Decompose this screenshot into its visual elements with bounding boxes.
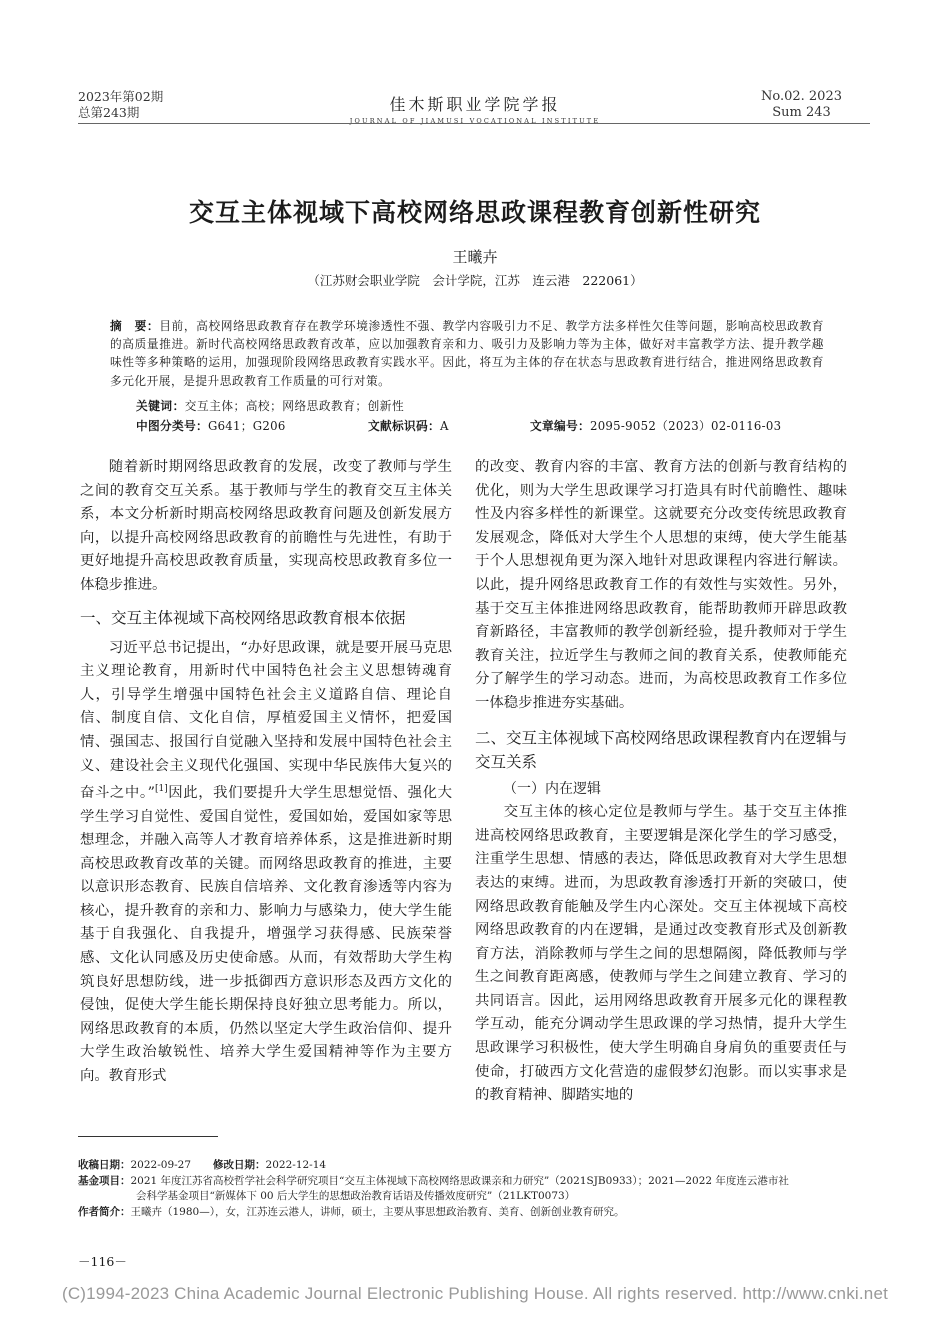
received-label: 收稿日期： (78, 1159, 131, 1171)
section-heading-1: 一、交互主体视域下高校网络思政教育根本依据 (80, 608, 406, 627)
received-date: 2022-09-27 (130, 1159, 192, 1171)
body-paragraph (80, 637, 452, 1089)
citation-ref[interactable]: [1] (154, 784, 168, 795)
quote-text: 习近平总书记提出，“办好思政课，就是要开展马克思主义理论教育，用新时代中国特色社会主义思想铸魂育人，引导学生增强中国特色社会主义道路自信、理论自信、制度自信、文化自信，厚植爱国主义情怀，把爱国情、强国志、报国行自觉融入坚持和发展中国特色社会主义、建设社会主义现代化强国、实现中华民族伟大复兴的奋斗之中。” (80, 639, 452, 801)
body-column-left (80, 456, 452, 1089)
copyright-watermark: (C)1994-2023 China Academic Journal Electronic Publishing House. All rights reserved. http://www.cnki.net (61, 1284, 889, 1303)
journal-name-en: JOURNAL OF JIAMUSI VOCATIONAL INSTITUTE (349, 117, 601, 125)
document-code (368, 418, 449, 434)
article-number-value: 2095-9052（2023）02-0116-03 (589, 419, 782, 433)
issue-number-en: No.02. 2023 (761, 89, 842, 104)
fund-label: 基金项目： (78, 1174, 131, 1187)
fund-line-cont: 会科学基金项目“新媒体下 00 后大学生的思想政治教育话语及传播效度研究”（21LKT0073） (136, 1190, 576, 1203)
body-paragraph-cont: 的改变、教育内容的丰富、教育方法的创新与教育结构的优化，则为大学生思政课学习打造具有时代前瞻性、趣味性及内容多样性的新课堂。这就要充分改变传统思政教育发展观念，降低对大学生个人思想的束缚，使大学生能基于个人思想视角更为深入地针对思政课程内容进行解读。以此，提升网络思政教育工作的有效性与实效性。另外，基于交互主体推进网络思政教育，能帮助教师开辟思政教育新路径，丰富教师的教学创新经验，提升教师对于学生教育关注，拉近学生与教师之间的教育关系，使教师能充分了解学生的学习动态。进而，为高校思政教育工作多位一体稳步推进夯实基础。 (475, 459, 847, 711)
keywords-text: 交互主体；高校；网络思政教育；创新性 (184, 399, 405, 413)
author-bio-label: 作者简介： (78, 1205, 131, 1218)
author-affiliation: （江苏财会职业学院 会计学院，江苏 连云港 222061） (307, 273, 643, 288)
doc-code-label: 文献标识码： (368, 419, 440, 433)
issue-info-right (761, 89, 842, 121)
issue-number: 2023年第02期 (78, 89, 164, 104)
body-column-right (475, 456, 847, 1108)
subsection-heading: （一）内在逻辑 (503, 780, 601, 797)
header-divider (78, 123, 870, 124)
fund-text-1: 2021 年度江苏省高校哲学社会科学研究项目“交互主体视域下高校网络思政课亲和力研究”（2021SJB0933）；2021—2022 年度连云港市社 (130, 1174, 789, 1187)
clc-value: G641；G206 (207, 419, 286, 433)
abstract (110, 317, 824, 390)
author-bio-text: 王曦卉（1980—），女，江苏连云港人，讲师，硕士，主要从事思想政治教育、美育、创新创业教育研究。 (130, 1205, 625, 1218)
doc-code-value: A (439, 419, 449, 433)
clc-label: 中图分类号： (136, 419, 208, 433)
clc-number (136, 418, 286, 434)
abstract-text: 目前，高校网络思政教育存在教学环境渗透性不强、教学内容吸引力不足、教学方法多样性欠佳等问题，影响高校思政教育的高质量推进。新时代高校网络思政教育改革，应以加强教育亲和力、吸引力及影响力等为主体，做好对丰富教学方法、提升教学趣味性等多种策略的运用，加强现阶段网络思政教育实践水平。因此，将互为主体的存在状态与思政教育进行结合，推进网络思政教育多元化开展，是提升思政教育工作质量的可行对策。 (110, 319, 824, 388)
keywords-label: 关键词： (136, 399, 185, 413)
article-number-label: 文章编号： (530, 419, 590, 433)
date-line (78, 1158, 878, 1174)
intro-paragraph: 随着新时期网络思政教育的发展，改变了教师与学生之间的教育交互关系。基于教师与学生的教育交互主体关系，本文分析新时期高校网络思政教育问题及创新发展方向，以提升高校网络思政教育的前瞻性与先进性，有助于更好地提升高校思政教育质量，实现高校思政教育多位一体稳步推进。 (80, 459, 452, 593)
article-number (530, 418, 781, 434)
abstract-label: 摘 要： (110, 319, 160, 333)
body-text: 因此，我们要提升大学生思想觉悟、强化大学生学习自觉性、爱国自觉性，爱国如始，爱国如家等思想理念，并融入高等人才教育培养体系，这是推进新时期高校思政教育改革的关键。而网络思政教育的推进，主要以意识形态教育、民族自信培养、文化教育渗透等内容为核心，提升教育的亲和力、影响力与感染力，使大学生能基于自我强化、自我提升，增强学习获得感、民族荣誉感、文化认同感及历史使命感。从而，有效帮助大学生构筑良好思想防线，进一步抵御西方意识形态及西方文化的侵蚀，促使大学生能长期保持良好独立思考能力。所以，网络思政教育的本质，仍然以坚定大学生政治信仰、提升大学生政治敏锐性、培养大学生爱国精神等作为主要方向。教育形式 (80, 784, 452, 1085)
footnote-divider (78, 1136, 218, 1137)
total-issue: 总第243期 (78, 105, 140, 120)
revised-date: 2022-12-14 (265, 1159, 327, 1171)
page-number: －116－ (78, 1254, 127, 1269)
footnotes (78, 1158, 878, 1220)
author-bio-line (78, 1205, 878, 1221)
keywords (136, 398, 404, 414)
paper-author: 王曦卉 (452, 248, 498, 266)
total-issue-en: Sum 243 (772, 105, 831, 120)
section-heading-2: 二、交互主体视域下高校网络思政课程教育内在逻辑与交互关系 (475, 728, 848, 771)
fund-line (78, 1174, 878, 1190)
journal-name-cn: 佳木斯职业学院学报 (389, 95, 561, 114)
body-paragraph-2: 交互主体的核心定位是教师与学生。基于交互主体推进高校网络思政教育，主要逻辑是深化学生的学习感受，注重学生思想、情感的表达，降低思政教育对大学生思想表达的束缚。进而，为思政教育渗透打开新的突破口，使网络思政教育能触及学生内心深处。交互主体视域下高校网络思政教育的内在逻辑，是通过改变教育形式及创新教育方法，消除教师与学生之间的思想隔阂，降低教师与学生之间教育距离感，使教师与学生之间建立教育、学习的共同语言。因此，运用网络思政教育开展多元化的课程教学互动，能充分调动学生思政课的学习热情，提升大学生思政课学习积极性，使大学生明确自身肩负的重要责任与使命，打破西方文化营造的虚假梦幻泡影。而以实事求是的教育精神、脚踏实地的 (475, 804, 847, 1104)
paper-title: 交互主体视域下高校网络思政课程教育创新性研究 (188, 198, 761, 227)
revised-label: 修改日期： (213, 1159, 266, 1171)
